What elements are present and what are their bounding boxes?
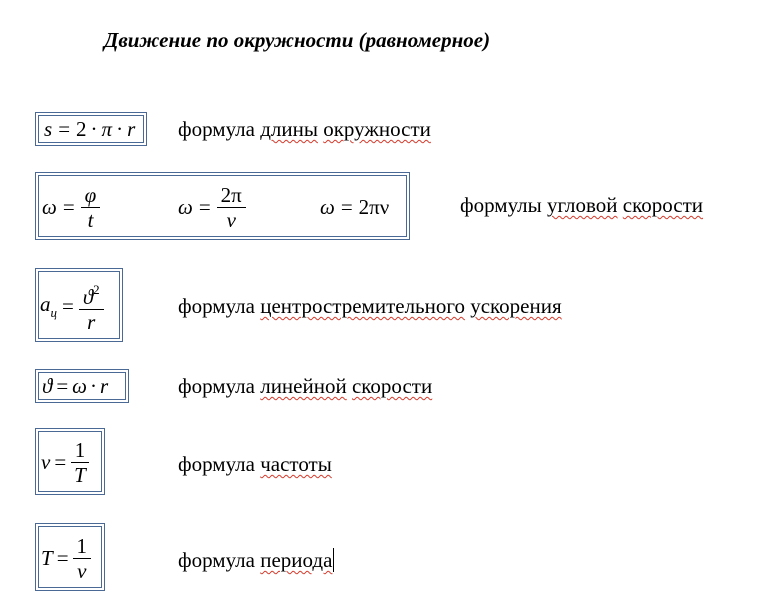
formula-symbol: T <box>41 545 53 570</box>
centripetal-acceleration-formula-box <box>35 268 123 342</box>
fraction <box>70 438 90 487</box>
formula-operator: · <box>90 116 98 141</box>
period-formula-box <box>35 523 105 591</box>
description-word: центростремительного <box>260 294 465 318</box>
formula-symbol: ω <box>72 373 87 398</box>
formula-symbol: π <box>101 116 113 141</box>
formula-symbol: s <box>44 116 53 141</box>
formula-operator: = <box>54 449 67 474</box>
formula-expression: 2πν <box>358 194 390 219</box>
fraction-denominator: ν <box>226 207 236 232</box>
centripetal-acceleration-description <box>178 294 562 319</box>
circumference-description <box>178 117 431 142</box>
description-word: формула <box>178 294 255 318</box>
fraction-numerator: 2π <box>217 183 246 208</box>
description-word: скорости <box>351 374 433 398</box>
description-word: линейной <box>260 374 347 398</box>
formula-symbol: ω <box>178 194 193 219</box>
description-word: угловой <box>547 193 618 217</box>
formula-operator: = <box>62 194 75 219</box>
description-word: скорости <box>622 193 704 217</box>
linear-velocity-description <box>178 374 432 399</box>
formula-symbol: ν <box>41 449 51 474</box>
fraction <box>217 183 246 232</box>
formula-symbol: ϑ <box>42 373 53 398</box>
formula-symbol: ω <box>42 194 57 219</box>
fraction-numerator: 1 <box>73 534 92 559</box>
fraction-numerator: 1 <box>71 438 90 463</box>
description-word: формулы <box>460 193 542 217</box>
description-word: формула <box>178 452 255 476</box>
angular-velocity-formula-box <box>35 172 410 240</box>
formula-symbol: r <box>99 373 109 398</box>
description-word: формула <box>178 374 255 398</box>
fraction-numerator: $ϑ^2$ <box>79 278 104 310</box>
description-word: окружности <box>323 117 431 141</box>
fraction-denominator: ν <box>77 558 87 583</box>
formula-symbol: ω <box>320 194 335 219</box>
description-word: формула <box>178 117 255 141</box>
formula-operator: · <box>116 116 124 141</box>
circumference-formula-box <box>35 112 147 146</box>
fraction-denominator: r <box>87 310 96 334</box>
formula-operator: = <box>56 545 69 570</box>
formula-number: 2 <box>76 116 87 141</box>
formula-operator: = <box>62 293 74 318</box>
frequency-formula-box <box>35 428 105 495</box>
page-title: Движение по окружности (равномерное) <box>104 28 491 52</box>
formula-operator: = <box>56 373 69 398</box>
description-word: длины <box>260 117 318 141</box>
fraction-numerator: φ <box>81 183 101 208</box>
fraction-denominator: T <box>74 462 86 487</box>
text-cursor <box>333 548 334 572</box>
linear-velocity-formula-box <box>35 369 129 403</box>
period-description <box>178 548 334 573</box>
fraction <box>81 183 101 232</box>
description-word: формула <box>178 548 255 572</box>
fraction-denominator: t <box>87 207 94 232</box>
description-word: частоты <box>260 452 332 476</box>
fraction <box>73 534 92 583</box>
formula-operator: = <box>58 116 71 141</box>
formula-operator: = <box>340 194 353 219</box>
formula-operator: · <box>89 373 97 398</box>
angular-velocity-description <box>460 193 703 218</box>
formula-symbol: r <box>127 116 136 141</box>
formula-symbol: $a_ц$ <box>40 291 57 320</box>
fraction <box>79 278 104 334</box>
description-word: ускорения <box>470 294 562 318</box>
description-word: периода <box>260 548 333 572</box>
formula-operator: = <box>198 194 211 219</box>
frequency-description <box>178 452 332 477</box>
